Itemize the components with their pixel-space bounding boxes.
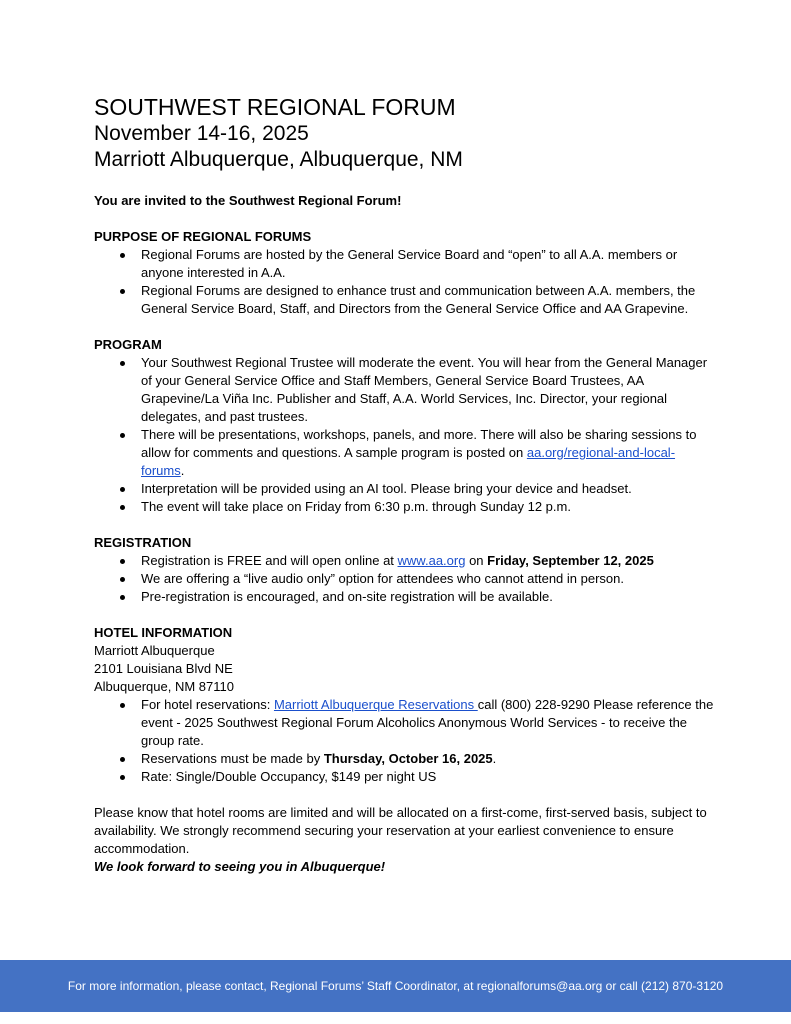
hotel-list (94, 696, 714, 786)
purpose-section (94, 228, 714, 318)
regional-forums-link[interactable]: aa.org/regional-and-local-forums (141, 445, 676, 478)
registration-text: Registration is FREE and will open online at (141, 553, 398, 568)
aa-org-link[interactable]: www.aa.org (397, 553, 466, 568)
purpose-list (94, 246, 714, 318)
hotel-heading: HOTEL INFORMATION (94, 625, 233, 640)
list-item: Regional Forums are hosted by the General Service Board and “open” to all A.A. members or anyone interested in A.A. (141, 246, 714, 282)
period: . (492, 751, 497, 766)
list-item (141, 696, 714, 750)
contact-footer (0, 960, 791, 1012)
program-section (94, 336, 714, 516)
hotel-street: 2101 Louisiana Blvd NE (94, 661, 233, 676)
event-dates: November 14-16, 2025 (94, 122, 309, 145)
hotel-section (94, 624, 714, 786)
footer-text: For more information, please contact, Regional Forums’ Staff Coordinator, at regionalforums@aa.org or call (212) 870-3120 (67, 979, 724, 993)
list-item: Interpretation will be provided using an AI tool. Please bring your device and headset. (141, 480, 714, 498)
closing-signoff: We look forward to seeing you in Albuquerque! (94, 859, 386, 874)
list-item (141, 426, 714, 480)
list-item (141, 750, 714, 768)
hotel-city: Albuquerque, NM 87110 (94, 679, 234, 694)
registration-section (94, 534, 714, 606)
list-item (141, 552, 714, 570)
list-item: Your Southwest Regional Trustee will moderate the event. You will hear from the General Manager of your General Service Office and Staff Members, General Service Board Trustees, AA Grapevine/La Viña Inc. Publisher and Staff, A.A. World Services, Inc. Director, your regional delegates, and past trustees. (141, 354, 714, 426)
registration-on: on (465, 553, 488, 568)
invitation-line: You are invited to the Southwest Regional Forum! (94, 193, 402, 208)
list-item: Pre-registration is encouraged, and on-site registration will be available. (141, 588, 714, 606)
registration-heading: REGISTRATION (94, 535, 192, 550)
registration-date: Friday, September 12, 2025 (487, 553, 654, 568)
hotel-reservation-text: For hotel reservations: (141, 697, 274, 712)
purpose-heading: PURPOSE OF REGIONAL FORUMS (94, 229, 312, 244)
registration-list (94, 552, 714, 606)
closing-paragraph: Please know that hotel rooms are limited and will be allocated on a first-come, first-served basis, subject to availability. We strongly recommend securing your reservation at your earliest convenience to ensure accommodation. (94, 805, 707, 856)
marriott-reservations-link[interactable]: Marriott Albuquerque Reservations (273, 697, 478, 712)
period: . (180, 463, 185, 478)
reservation-deadline-text: Reservations must be made by (141, 751, 324, 766)
hotel-name: Marriott Albuquerque (94, 643, 215, 658)
list-item: The event will take place on Friday from 6:30 p.m. through Sunday 12 p.m. (141, 498, 714, 516)
list-item: We are offering a “live audio only” option for attendees who cannot attend in person. (141, 570, 714, 588)
page-title: SOUTHWEST REGIONAL FORUM (94, 94, 456, 120)
program-heading: PROGRAM (94, 337, 162, 352)
document-body (94, 93, 714, 876)
program-sharing-text: There will be presentations, workshops, panels, and more. There will also be sharing sessions to allow for comments and questions. A sample program is posted on (141, 427, 697, 460)
event-venue: Marriott Albuquerque, Albuquerque, NM (94, 148, 463, 171)
reservation-deadline-date: Thursday, October 16, 2025 (323, 751, 493, 766)
list-item: Regional Forums are designed to enhance trust and communication between A.A. members, the General Service Board, Staff, and Directors from the General Service Office and AA Grapevine. (141, 282, 714, 318)
hotel-reservation-details: call (800) 228-9290 Please reference the event - 2025 Southwest Regional Forum Alcoholics Anonymous World Services - to receive the group rate. (141, 697, 714, 748)
program-list (94, 354, 714, 516)
list-item: Rate: Single/Double Occupancy, $149 per night US (141, 768, 714, 786)
